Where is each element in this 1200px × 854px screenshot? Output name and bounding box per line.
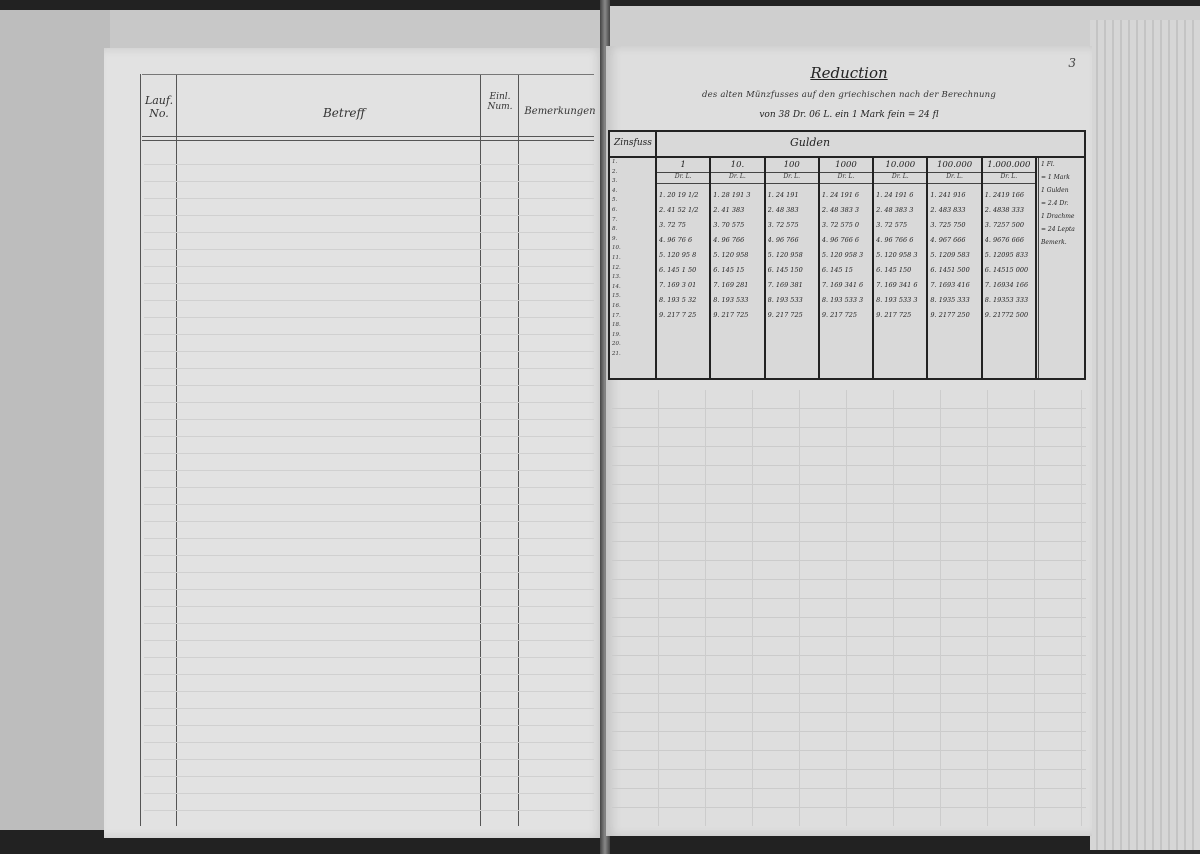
rate-cell: 16. <box>612 302 621 309</box>
remark-line: = 24 Lepta <box>1041 226 1075 233</box>
column-values <box>930 188 978 323</box>
column-subhead: Dr. L. <box>711 172 763 184</box>
table-cell: 5. 120 958 3 <box>876 251 918 259</box>
table-cell: 3. 72 75 <box>659 221 686 229</box>
header-bemerkungen: Bemerkungen <box>524 106 596 117</box>
remark-line: Bemerk. <box>1041 239 1067 246</box>
rate-cell: 19. <box>612 331 621 338</box>
table-cell: 8. 19353 333 <box>984 296 1029 304</box>
ruled-columns <box>612 390 1086 826</box>
gulden-column <box>657 158 711 378</box>
remark-line: = 2.4 Dr. <box>1041 200 1069 207</box>
table-cell: 8. 193 533 3 <box>821 296 864 304</box>
table-cell: 7. 169 281 <box>713 281 749 289</box>
rate-cell: 21. <box>612 350 621 357</box>
rate-cell: 9. <box>612 235 618 242</box>
page-edges <box>1090 20 1200 850</box>
rate-cell: 18. <box>612 322 621 329</box>
table-cell: 6. 145 150 <box>876 266 912 274</box>
table-cell: 3. 70 575 <box>713 221 745 229</box>
gulden-column <box>983 158 1037 378</box>
table-cell: 4. 96 766 <box>767 236 799 244</box>
table-cell: 1. 20 19 1/2 <box>659 191 699 199</box>
column-head: 10. <box>730 160 745 170</box>
rate-cell: 2. <box>612 168 618 175</box>
table-cell: 3. 7257 500 <box>984 221 1024 229</box>
rate-cell: 12. <box>612 264 621 271</box>
gulden-column <box>928 158 982 378</box>
table-cell: 6. 1451 500 <box>930 266 970 274</box>
table-cell: 5. 120 958 3 <box>821 251 864 259</box>
table-cell: 2. 48 383 <box>767 206 799 214</box>
left-page <box>104 48 604 838</box>
rate-cell: 10. <box>612 245 621 252</box>
column-head: 1 <box>680 160 686 170</box>
column-subhead: Dr. L. <box>928 172 980 184</box>
table-cell: 8. 193 533 <box>767 296 803 304</box>
rate-cell: 14. <box>612 283 621 290</box>
remark-line: 1 Fl. <box>1041 161 1055 168</box>
table-cell: 7. 16934 166 <box>984 281 1029 289</box>
table-cell: 1. 24 191 <box>767 191 799 199</box>
column-subhead: Dr. L. <box>983 172 1035 184</box>
rate-cell: 3. <box>612 178 618 185</box>
rate-cell: 13. <box>612 274 621 281</box>
remarks-column <box>1038 158 1086 378</box>
column-rule <box>140 74 141 826</box>
table-cell: 7. 1693 416 <box>930 281 970 289</box>
table-cell: 2. 41 383 <box>713 206 745 214</box>
page-title: Reduction <box>810 64 888 82</box>
table-cell: 5. 120 958 <box>767 251 803 259</box>
table-cell: 1. 2419 166 <box>984 191 1024 199</box>
table-cell: 9. 2177 250 <box>930 311 970 319</box>
table-cell: 3. 725 750 <box>930 221 966 229</box>
column-head: 100.000 <box>936 160 973 170</box>
page-subtitle-2: von 38 Dr. 06 L. ein 1 Mark fein = 24 fl <box>759 110 939 120</box>
remark-line: = 1 Mark <box>1041 174 1070 181</box>
rate-cell: 8. <box>612 226 618 233</box>
column-subhead: Dr. L. <box>657 172 709 184</box>
table-cell: 9. 217 7 25 <box>659 311 697 319</box>
table-cell: 6. 14515 000 <box>984 266 1029 274</box>
table-cell: 6. 145 150 <box>767 266 803 274</box>
column-head: 1.000.000 <box>987 160 1031 170</box>
header-lauf: Lauf. No. <box>144 94 174 120</box>
header-einl: Einl. Num. <box>487 92 513 112</box>
rate-cell: 11. <box>612 254 621 261</box>
column-values <box>822 188 870 323</box>
table-cell: 5. 1209 583 <box>930 251 970 259</box>
column-head: 1000 <box>835 160 857 170</box>
column-head: 100 <box>783 160 800 170</box>
rate-cell: 15. <box>612 293 621 300</box>
column-head: 10.000 <box>885 160 916 170</box>
rate-cell: 7. <box>612 216 618 223</box>
table-cell: 8. 193 533 3 <box>876 296 918 304</box>
table-cell: 4. 96 766 6 <box>876 236 914 244</box>
column-values <box>659 188 707 323</box>
column-subhead: Dr. L. <box>874 172 926 184</box>
header-rule <box>142 140 594 141</box>
rate-cell: 1. <box>612 159 618 165</box>
table-cell: 2. 4838 333 <box>984 206 1024 214</box>
table-cell: 5. 120 95 8 <box>659 251 697 259</box>
table-cell: 1. 241 916 <box>930 191 966 199</box>
table-cell: 9. 217 725 <box>713 311 749 319</box>
table-cell: 5. 12095 833 <box>984 251 1029 259</box>
column-values <box>768 188 816 323</box>
table-cell: 3. 72 575 <box>767 221 799 229</box>
header-rule <box>142 74 594 75</box>
column-values <box>985 188 1033 323</box>
table-cell: 9. 217 725 <box>767 311 803 319</box>
table-cell: 4. 9676 666 <box>984 236 1024 244</box>
table-cell: 1. 24 191 6 <box>876 191 914 199</box>
table-cell: 2. 48 383 3 <box>821 206 860 214</box>
gulden-column <box>711 158 765 378</box>
table-cell: 6. 145 15 <box>713 266 745 274</box>
right-page <box>606 46 1092 836</box>
rate-cell: 17. <box>612 312 621 319</box>
table-cell: 7. 169 341 6 <box>876 281 918 289</box>
table-cell: 9. 217 725 <box>876 311 912 319</box>
table-cell: 4. 96 76 6 <box>659 236 693 244</box>
remark-line: 1 Drachme <box>1041 213 1075 220</box>
table-cell: 9. 21772 500 <box>984 311 1029 319</box>
table-cell: 1. 24 191 6 <box>821 191 860 199</box>
table-cell: 2. 483 833 <box>930 206 966 214</box>
page-number: 3 <box>1068 56 1076 70</box>
table-cell: 3. 72 575 <box>876 221 908 229</box>
rate-cell: 5. <box>612 197 618 204</box>
header-rule <box>142 136 594 137</box>
rate-cell: 20. <box>612 341 621 348</box>
table-header-band <box>610 132 1084 158</box>
reduction-table <box>608 130 1086 380</box>
table-cell: 9. 217 725 <box>821 311 857 319</box>
gulden-label: Gulden <box>790 136 831 149</box>
column-values <box>876 188 924 323</box>
table-cell: 4. 96 766 <box>713 236 745 244</box>
table-cell: 8. 193 5 32 <box>659 296 697 304</box>
table-cell: 2. 41 52 1/2 <box>659 206 699 214</box>
table-cell: 7. 169 341 6 <box>821 281 864 289</box>
rate-column <box>612 158 654 378</box>
gulden-column <box>820 158 874 378</box>
remark-line: 1 Gulden <box>1041 187 1069 194</box>
rate-cell: 6. <box>612 206 618 213</box>
table-cell: 1. 28 191 3 <box>713 191 751 199</box>
table-cell: 5. 120 958 <box>713 251 749 259</box>
gulden-column <box>874 158 928 378</box>
table-cell: 4. 967 666 <box>930 236 966 244</box>
table-cell: 6. 145 1 50 <box>659 266 697 274</box>
column-subhead: Dr. L. <box>820 172 872 184</box>
page-subtitle: des alten Münzfusses auf den griechischen nach der Berechnung <box>702 90 996 100</box>
table-cell: 7. 169 381 <box>767 281 803 289</box>
table-cell: 8. 193 533 <box>713 296 749 304</box>
column-values <box>713 188 761 323</box>
table-cell: 7. 169 3 01 <box>659 281 697 289</box>
column-subhead: Dr. L. <box>766 172 818 184</box>
rate-cell: 4. <box>612 187 618 194</box>
table-cell: 4. 96 766 6 <box>821 236 860 244</box>
table-cell: 3. 72 575 0 <box>821 221 860 229</box>
ruled-lines <box>144 148 594 826</box>
table-cell: 2. 48 383 3 <box>876 206 914 214</box>
gulden-column <box>766 158 820 378</box>
zinsfuss-label: Zinsfuss <box>614 138 652 148</box>
table-cell: 8. 1935 333 <box>930 296 970 304</box>
header-betreff: Betreff <box>322 106 366 120</box>
table-cell: 6. 145 15 <box>821 266 853 274</box>
